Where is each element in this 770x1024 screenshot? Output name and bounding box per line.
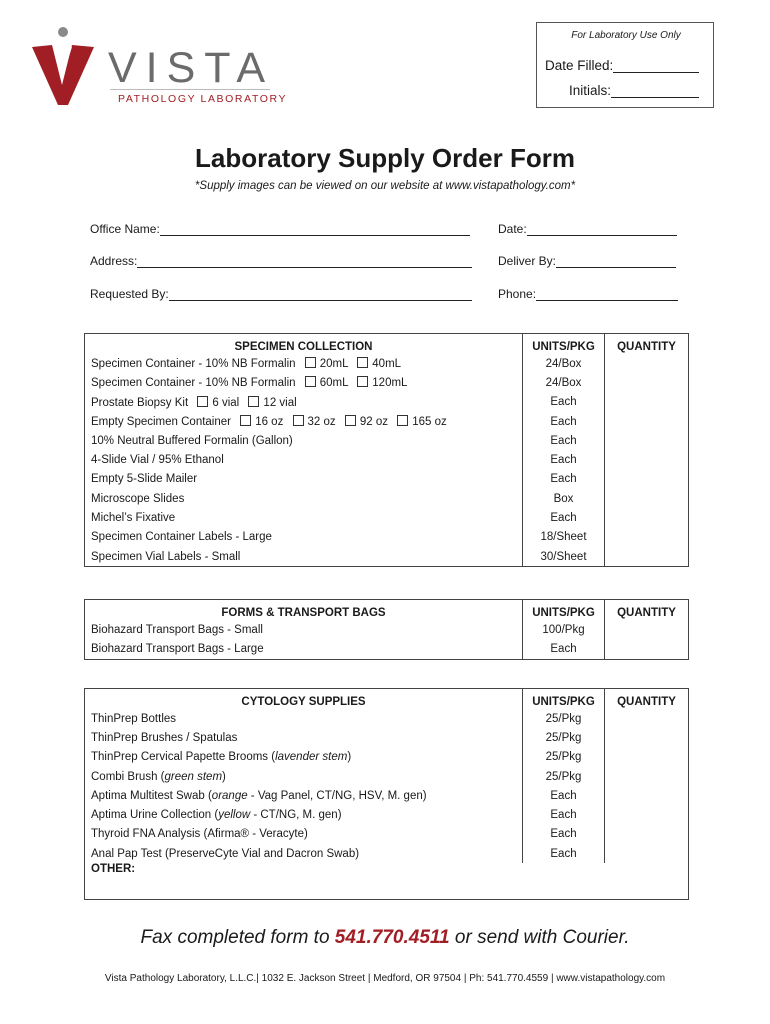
date-label: Date: — [498, 222, 527, 236]
item-name: Combi Brush (green stem) — [85, 767, 523, 786]
checkbox[interactable] — [397, 415, 408, 426]
unit-cell: Each — [523, 844, 605, 863]
option-label: 120mL — [372, 377, 408, 390]
unit-cell: Each — [523, 825, 605, 844]
option-label: 6 vial — [212, 396, 240, 409]
item-name: Aptima Urine Collection (yellow - CT/NG, M. gen) — [85, 805, 523, 824]
table-row — [85, 825, 689, 844]
table-row — [85, 393, 689, 412]
item-name: ThinPrep Brushes / Spatulas — [85, 728, 523, 747]
item-name: Empty 5-Slide Mailer — [85, 470, 523, 489]
checkbox[interactable] — [305, 357, 316, 368]
checkbox[interactable] — [240, 415, 251, 426]
table-row — [85, 354, 689, 373]
cytology-header: CYTOLOGY SUPPLIES — [85, 689, 523, 710]
lab-use-title: For Laboratory Use Only — [571, 30, 681, 41]
option-label: 16 oz — [255, 416, 284, 429]
table-row — [85, 431, 689, 450]
quantity-cell[interactable] — [605, 431, 689, 450]
address-label: Address: — [90, 254, 138, 268]
fax-instructions: Fax completed form to 541.770.4511 or send with Courier. — [140, 927, 630, 948]
checkbox[interactable] — [357, 376, 368, 387]
quantity-cell[interactable] — [605, 528, 689, 547]
page-title: Laboratory Supply Order Form — [195, 143, 575, 173]
checkbox[interactable] — [248, 396, 259, 407]
table-row — [85, 639, 689, 659]
table-row — [85, 844, 689, 863]
unit-cell: 25/Pkg — [523, 767, 605, 786]
unit-cell: Box — [523, 489, 605, 508]
unit-cell: Each — [523, 450, 605, 469]
footer: Vista Pathology Laboratory, L.L.C.| 1032 E. Jackson Street | Medford, OR 97504 | Ph: 541.770.4559 | www.vistapathology.com — [104, 973, 666, 984]
table-row — [85, 786, 689, 805]
quantity-cell[interactable] — [605, 489, 689, 508]
checkbox[interactable] — [305, 376, 316, 387]
quantity-cell[interactable] — [605, 748, 689, 767]
unit-cell: 24/Box — [523, 373, 605, 392]
phone-label: Phone: — [498, 287, 537, 301]
address-field[interactable] — [90, 254, 472, 268]
option-label: 60mL — [319, 377, 349, 390]
deliver-by-field[interactable] — [498, 254, 676, 268]
table-row — [85, 767, 689, 786]
checkbox[interactable] — [357, 357, 368, 368]
units-header: UNITS/PKG — [523, 689, 605, 710]
option-label: 165 oz — [412, 416, 447, 429]
date-filled-field[interactable] — [545, 58, 699, 73]
quantity-cell[interactable] — [605, 620, 689, 639]
office-name-field[interactable] — [90, 222, 470, 236]
checkbox[interactable] — [197, 396, 208, 407]
logo-subtitle: PATHOLOGY LABORATORY — [118, 93, 288, 105]
other-field[interactable] — [85, 863, 689, 900]
quantity-header: QUANTITY — [605, 689, 689, 710]
unit-cell: 24/Box — [523, 354, 605, 373]
item-name: ThinPrep Cervical Papette Brooms (lavender stem) — [85, 748, 523, 767]
option-label: 12 vial — [263, 396, 297, 409]
unit-cell: Each — [523, 508, 605, 527]
quantity-header: QUANTITY — [605, 334, 689, 355]
unit-cell: 25/Pkg — [523, 748, 605, 767]
phone-field[interactable] — [498, 287, 678, 301]
lab-use-box — [536, 22, 714, 108]
unit-cell: Each — [523, 639, 605, 659]
item-name: Specimen Container - 10% NB Formalin — [91, 377, 296, 390]
item-name: Aptima Multitest Swab (orange - Vag Panel, CT/NG, HSV, M. gen) — [85, 786, 523, 805]
date-filled-label: Date Filled: — [545, 58, 614, 73]
unit-cell: 30/Sheet — [523, 547, 605, 567]
item-name: Specimen Container - 10% NB Formalin — [91, 358, 296, 371]
logo-divider — [110, 89, 270, 90]
vista-logo-mark — [30, 25, 100, 107]
requested-by-label: Requested By: — [90, 287, 169, 301]
item-name: 10% Neutral Buffered Formalin (Gallon) — [85, 431, 523, 450]
page-subtitle: *Supply images can be viewed on our website at www.vistapathology.com* — [194, 180, 576, 192]
other-row — [85, 863, 689, 900]
date-field[interactable] — [498, 222, 677, 236]
unit-cell: Each — [523, 412, 605, 431]
unit-cell: Each — [523, 470, 605, 489]
table-row — [85, 412, 689, 431]
unit-cell: 25/Pkg — [523, 709, 605, 728]
forms-table — [84, 599, 689, 660]
units-header: UNITS/PKG — [523, 600, 605, 621]
cytology-table — [84, 688, 689, 900]
table-row — [85, 547, 689, 567]
unit-cell: 100/Pkg — [523, 620, 605, 639]
fax-number: 541.770.4511 — [334, 927, 450, 948]
option-label: 20mL — [319, 358, 349, 371]
checkbox[interactable] — [345, 415, 356, 426]
table-row — [85, 620, 689, 639]
units-header: UNITS/PKG — [523, 334, 605, 355]
option-label: 92 oz — [359, 416, 389, 429]
other-label: OTHER: — [91, 863, 136, 876]
initials-field[interactable] — [569, 83, 699, 98]
unit-cell: Each — [523, 786, 605, 805]
item-name: Prostate Biopsy Kit — [91, 396, 189, 409]
item-note: lavender stem — [275, 751, 348, 764]
logo-wordmark: VISTA — [108, 44, 275, 92]
item-note: green stem — [164, 770, 223, 783]
table-row — [85, 805, 689, 824]
quantity-cell[interactable] — [605, 786, 689, 805]
quantity-cell[interactable] — [605, 547, 689, 567]
quantity-cell[interactable] — [605, 393, 689, 412]
forms-header: FORMS & TRANSPORT BAGS — [85, 600, 523, 621]
unit-cell: 25/Pkg — [523, 728, 605, 747]
table-row — [85, 450, 689, 469]
specimen-header: SPECIMEN COLLECTION — [85, 334, 523, 355]
quantity-header: QUANTITY — [605, 600, 689, 621]
office-name-label: Office Name: — [90, 222, 160, 236]
item-name: 4-Slide Vial / 95% Ethanol — [85, 450, 523, 469]
table-row — [85, 709, 689, 728]
item-name: Biohazard Transport Bags - Small — [85, 620, 523, 639]
item-name: Specimen Vial Labels - Small — [85, 547, 523, 567]
item-name: Microscope Slides — [85, 489, 523, 508]
quantity-cell[interactable] — [605, 825, 689, 844]
quantity-cell[interactable] — [605, 709, 689, 728]
table-row — [85, 489, 689, 508]
quantity-cell[interactable] — [605, 805, 689, 824]
requested-by-field[interactable] — [90, 287, 472, 301]
quantity-cell[interactable] — [605, 354, 689, 373]
table-row — [85, 748, 689, 767]
item-note: yellow — [218, 809, 251, 822]
table-row — [85, 728, 689, 747]
item-name: Thyroid FNA Analysis (Afirma® - Veracyte) — [85, 825, 523, 844]
unit-cell: Each — [523, 393, 605, 412]
table-row — [85, 373, 689, 392]
item-name: Empty Specimen Container — [91, 416, 231, 429]
quantity-cell[interactable] — [605, 639, 689, 659]
item-name: Anal Pap Test (PreserveCyte Vial and Dacron Swab) — [85, 844, 523, 863]
item-name: Michel’s Fixative — [85, 508, 523, 527]
initials-label: Initials: — [569, 83, 612, 98]
option-label: 32 oz — [307, 416, 336, 429]
quantity-cell[interactable] — [605, 767, 689, 786]
item-name: Specimen Container Labels - Large — [85, 528, 523, 547]
quantity-cell[interactable] — [605, 470, 689, 489]
item-name: Biohazard Transport Bags - Large — [85, 639, 523, 659]
specimen-table — [84, 333, 689, 567]
checkbox[interactable] — [293, 415, 304, 426]
quantity-cell[interactable] — [605, 450, 689, 469]
unit-cell: Each — [523, 431, 605, 450]
quantity-cell[interactable] — [605, 728, 689, 747]
unit-cell: Each — [523, 805, 605, 824]
deliver-by-label: Deliver By: — [498, 254, 557, 268]
quantity-cell[interactable] — [605, 844, 689, 863]
table-row — [85, 528, 689, 547]
table-row — [85, 508, 689, 527]
item-note: orange — [211, 789, 248, 802]
quantity-cell[interactable] — [605, 412, 689, 431]
quantity-cell[interactable] — [605, 373, 689, 392]
unit-cell: 18/Sheet — [523, 528, 605, 547]
item-name: ThinPrep Bottles — [85, 709, 523, 728]
quantity-cell[interactable] — [605, 508, 689, 527]
option-label: 40mL — [372, 358, 402, 371]
table-row — [85, 470, 689, 489]
